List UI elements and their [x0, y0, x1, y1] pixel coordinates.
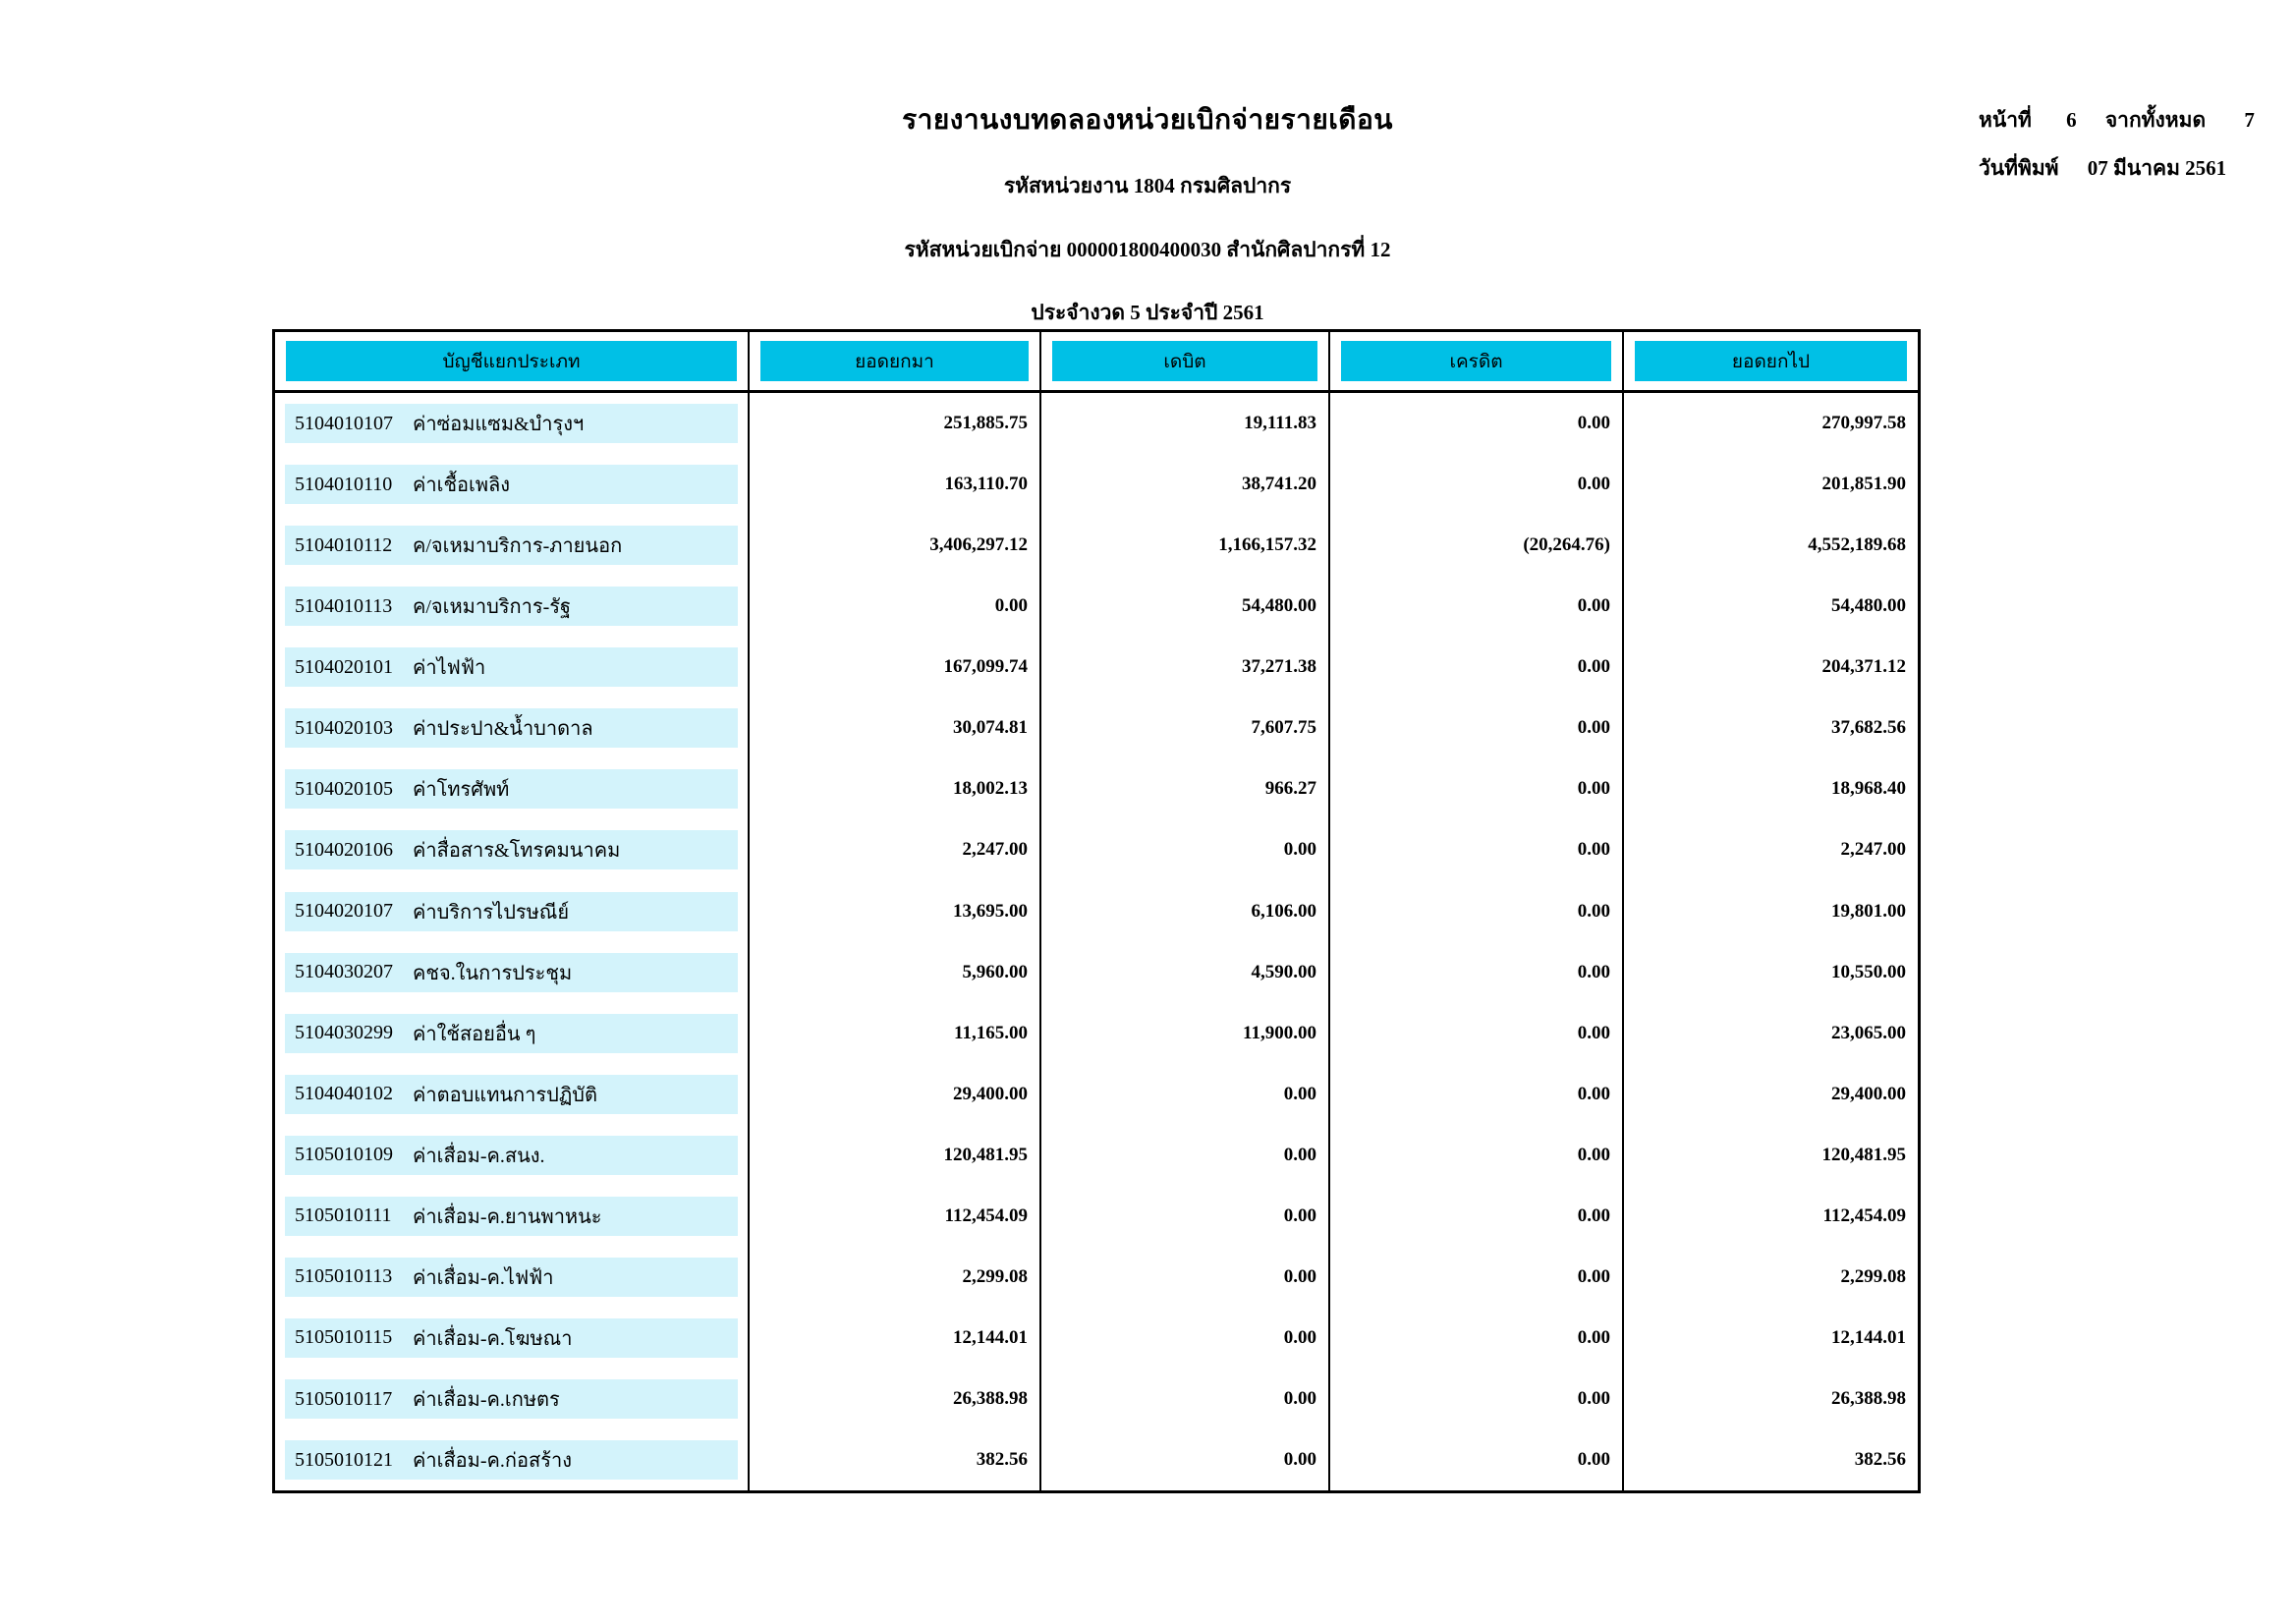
account-highlight-bar — [285, 1197, 738, 1236]
table-row — [275, 758, 1918, 819]
amount-credit: 0.00 — [1330, 1369, 1624, 1429]
column-header-carry-forward-out — [1624, 332, 1918, 390]
table-row — [275, 637, 1918, 698]
amount-credit: 0.00 — [1330, 1247, 1624, 1308]
table-body — [275, 393, 1918, 1490]
amount-carry-forward-in: 382.56 — [750, 1429, 1041, 1490]
account-cell — [275, 1125, 750, 1186]
column-header-carry-forward-in — [750, 332, 1041, 390]
account-code: 5105010117 — [295, 1387, 393, 1410]
account-highlight-bar — [285, 892, 738, 931]
table-row — [275, 942, 1918, 1003]
account-code: 5104010112 — [295, 533, 393, 556]
amount-credit: 0.00 — [1330, 1125, 1624, 1186]
account-cell — [275, 1429, 750, 1490]
amount-credit: 0.00 — [1330, 576, 1624, 637]
amount-debit: 37,271.38 — [1041, 637, 1330, 698]
amount-debit: 966.27 — [1041, 758, 1330, 819]
page-info — [1979, 104, 2255, 200]
account-highlight-bar — [285, 769, 738, 809]
amount-debit: 0.00 — [1041, 1064, 1330, 1125]
account-code: 5105010111 — [295, 1204, 392, 1227]
table-row — [275, 881, 1918, 942]
amount-carry-forward-out: 54,480.00 — [1831, 595, 1906, 617]
table-row — [275, 576, 1918, 637]
table-row — [275, 1064, 1918, 1125]
amount-carry-forward-out: 112,454.09 — [1822, 1204, 1906, 1226]
amount-carry-forward-out: 10,550.00 — [1831, 961, 1906, 982]
table-row — [275, 1003, 1918, 1064]
ledger-table — [272, 329, 1921, 1493]
table-row — [275, 1429, 1918, 1490]
column-header-credit — [1330, 332, 1624, 390]
amount-credit: 0.00 — [1330, 1186, 1624, 1247]
table-header-row — [275, 332, 1918, 393]
account-name: ค่าสื่อสาร&โทรคมนาคม — [413, 840, 621, 863]
account-highlight-bar — [285, 526, 738, 565]
account-cell — [275, 1247, 750, 1308]
account-highlight-bar — [285, 830, 738, 869]
amount-credit: 0.00 — [1330, 393, 1624, 454]
amount-debit: 0.00 — [1041, 1369, 1330, 1429]
account-cell — [275, 637, 750, 698]
amount-carry-forward-in: 30,074.81 — [750, 698, 1041, 758]
account-highlight-bar — [285, 465, 738, 504]
amount-carry-forward-in: 5,960.00 — [750, 942, 1041, 1003]
amount-carry-forward-in: 112,454.09 — [750, 1186, 1041, 1247]
account-code: 5104040102 — [295, 1083, 393, 1105]
amount-credit: 0.00 — [1330, 637, 1624, 698]
page-number: 6 — [2066, 108, 2077, 132]
amount-carry-forward-out: 204,371.12 — [1821, 656, 1906, 678]
account-cell — [275, 393, 750, 454]
amount-carry-forward-out: 26,388.98 — [1831, 1388, 1906, 1410]
account-highlight-bar — [285, 1440, 738, 1480]
amount-carry-forward-in: 3,406,297.12 — [750, 515, 1041, 576]
account-code: 5104020106 — [295, 838, 393, 861]
amount-credit: 0.00 — [1330, 942, 1624, 1003]
amount-credit: 0.00 — [1330, 1429, 1624, 1490]
amount-debit: 6,106.00 — [1041, 881, 1330, 942]
amount-carry-forward-in: 163,110.70 — [750, 454, 1041, 515]
amount-credit: 0.00 — [1330, 1064, 1624, 1125]
account-highlight-bar — [285, 708, 738, 748]
amount-carry-forward-out: 2,299.08 — [1840, 1265, 1906, 1287]
account-cell — [275, 1003, 750, 1064]
amount-credit: 0.00 — [1330, 1003, 1624, 1064]
column-header-debit-label: เดบิต — [1052, 341, 1317, 381]
agency-code-line: รหัสหน่วยงาน 1804 กรมศิลปากร — [1003, 174, 1292, 197]
amount-carry-forward-out: 23,065.00 — [1831, 1022, 1906, 1043]
account-code: 5105010115 — [295, 1326, 393, 1349]
amount-credit: 0.00 — [1330, 454, 1624, 515]
column-header-credit-label: เครดิต — [1341, 341, 1611, 381]
amount-debit: 1,166,157.32 — [1041, 515, 1330, 576]
account-cell — [275, 454, 750, 515]
account-cell — [275, 698, 750, 758]
account-cell — [275, 1064, 750, 1125]
amount-carry-forward-in: 11,165.00 — [750, 1003, 1041, 1064]
account-code: 5104020101 — [295, 655, 393, 678]
table-row — [275, 1308, 1918, 1369]
amount-credit: (20,264.76) — [1330, 515, 1624, 576]
account-name: ค/จเหมาบริการ-รัฐ — [413, 596, 572, 619]
amount-debit: 38,741.20 — [1041, 454, 1330, 515]
amount-carry-forward-out: 120,481.95 — [1821, 1144, 1906, 1165]
amount-credit: 0.00 — [1330, 1308, 1624, 1369]
amount-debit: 54,480.00 — [1041, 576, 1330, 637]
total-pages-label: จากทั้งหมด — [2104, 108, 2207, 132]
document-header — [0, 98, 2295, 329]
account-cell — [275, 942, 750, 1003]
account-code: 5104020107 — [295, 900, 393, 923]
amount-carry-forward-in: 167,099.74 — [750, 637, 1041, 698]
account-cell — [275, 1186, 750, 1247]
account-name: ค่าโทรศัพท์ — [413, 779, 510, 802]
amount-carry-forward-out: 19,801.00 — [1831, 900, 1906, 922]
amount-debit: 0.00 — [1041, 1429, 1330, 1490]
account-name: ค่าไฟฟ้า — [413, 657, 486, 680]
print-date-line — [1979, 152, 2255, 185]
table-row — [275, 1369, 1918, 1429]
account-highlight-bar — [285, 1379, 738, 1419]
total-pages: 7 — [2244, 108, 2255, 132]
amount-debit: 0.00 — [1041, 1247, 1330, 1308]
account-highlight-bar — [285, 587, 738, 626]
account-cell — [275, 1308, 750, 1369]
account-cell — [275, 881, 750, 942]
amount-carry-forward-in: 251,885.75 — [750, 393, 1041, 454]
amount-carry-forward-in: 12,144.01 — [750, 1308, 1041, 1369]
account-name: ค่าตอบแทนการปฏิบัติ — [413, 1084, 597, 1106]
amount-carry-forward-out: 4,552,189.68 — [1808, 534, 1906, 556]
table-row — [275, 393, 1918, 454]
disbursing-unit-line: รหัสหน่วยเบิกจ่าย 000001800400030 สำนักศิลปากรที่ 12 — [904, 238, 1391, 261]
account-code: 5105010113 — [295, 1265, 393, 1288]
table-row — [275, 698, 1918, 758]
amount-carry-forward-out: 201,851.90 — [1821, 474, 1906, 495]
account-highlight-bar — [285, 1075, 738, 1114]
amount-carry-forward-in: 2,247.00 — [750, 819, 1041, 880]
amount-carry-forward-in: 120,481.95 — [750, 1125, 1041, 1186]
account-code: 5104010113 — [295, 594, 393, 617]
account-name: ค่าซ่อมแซม&บำรุงฯ — [413, 414, 585, 436]
table-row — [275, 1247, 1918, 1308]
account-code: 5105010109 — [295, 1144, 393, 1166]
amount-carry-forward-out: 18,968.40 — [1831, 778, 1906, 800]
report-title: รายงานงบทดลองหน่วยเบิกจ่ายรายเดือน — [902, 105, 1393, 136]
amount-carry-forward-in: 29,400.00 — [750, 1064, 1041, 1125]
table-row — [275, 1186, 1918, 1247]
column-header-carry-forward-out-label: ยอดยกไป — [1635, 341, 1907, 381]
account-name: ค่าเสื่อม-ค.ไฟฟ้า — [413, 1266, 554, 1289]
print-date-label: วันที่พิมพ์ — [1979, 156, 2059, 180]
account-highlight-bar — [285, 1014, 738, 1053]
column-header-carry-forward-in-label: ยอดยกมา — [760, 341, 1029, 381]
table-row — [275, 819, 1918, 880]
amount-debit: 0.00 — [1041, 819, 1330, 880]
account-code: 5104020105 — [295, 777, 393, 800]
page-number-line — [1979, 104, 2255, 137]
account-name: ค่าประปา&น้ำบาดาล — [413, 718, 593, 741]
amount-debit: 7,607.75 — [1041, 698, 1330, 758]
amount-carry-forward-in: 13,695.00 — [750, 881, 1041, 942]
account-name: ค่าเชื้อเพลิง — [413, 475, 511, 497]
amount-debit: 4,590.00 — [1041, 942, 1330, 1003]
amount-debit: 19,111.83 — [1041, 393, 1330, 454]
account-name: ค/จเหมาบริการ-ภายนอก — [413, 535, 623, 558]
column-header-debit — [1041, 332, 1330, 390]
account-highlight-bar — [285, 404, 738, 443]
account-highlight-bar — [285, 953, 738, 992]
account-code: 5104010110 — [295, 473, 393, 495]
account-code: 5105010121 — [295, 1448, 393, 1471]
account-name: คชจ.ในการประชุม — [413, 962, 573, 984]
account-highlight-bar — [285, 1258, 738, 1297]
amount-carry-forward-out: 270,997.58 — [1821, 413, 1906, 434]
amount-carry-forward-out: 2,247.00 — [1840, 839, 1906, 861]
account-code: 5104020103 — [295, 716, 393, 739]
account-name: ค่าเสื่อม-ค.โฆษณา — [413, 1327, 573, 1350]
amount-carry-forward-in: 18,002.13 — [750, 758, 1041, 819]
amount-carry-forward-in: 26,388.98 — [750, 1369, 1041, 1429]
account-cell — [275, 758, 750, 819]
account-name: ค่าเสื่อม-ค.ยานพาหนะ — [413, 1205, 602, 1228]
account-cell — [275, 515, 750, 576]
amount-carry-forward-out: 37,682.56 — [1831, 717, 1906, 739]
amount-debit: 11,900.00 — [1041, 1003, 1330, 1064]
page-number-label: หน้าที่ — [1979, 108, 2032, 132]
account-code: 5104030207 — [295, 961, 393, 983]
account-cell — [275, 576, 750, 637]
column-header-account — [275, 332, 750, 390]
account-name: ค่าใช้สอยอื่น ๆ — [413, 1023, 536, 1045]
amount-carry-forward-out: 29,400.00 — [1831, 1083, 1906, 1104]
print-date: 07 มีนาคม 2561 — [2087, 156, 2227, 180]
amount-credit: 0.00 — [1330, 698, 1624, 758]
amount-credit: 0.00 — [1330, 819, 1624, 880]
account-highlight-bar — [285, 1136, 738, 1175]
account-name: ค่าบริการไปรษณีย์ — [413, 901, 570, 924]
period-line: ประจำงวด 5 ประจำปี 2561 — [1031, 301, 1264, 324]
amount-debit: 0.00 — [1041, 1308, 1330, 1369]
table-row — [275, 454, 1918, 515]
account-name: ค่าเสื่อม-ค.เกษตร — [413, 1389, 560, 1412]
amount-debit: 0.00 — [1041, 1186, 1330, 1247]
account-code: 5104030299 — [295, 1022, 393, 1044]
account-highlight-bar — [285, 1318, 738, 1358]
column-header-account-label: บัญชีแยกประเภท — [286, 341, 737, 381]
account-name: ค่าเสื่อม-ค.สนง. — [413, 1145, 545, 1167]
amount-carry-forward-out: 382.56 — [1854, 1449, 1906, 1471]
account-name: ค่าเสื่อม-ค.ก่อสร้าง — [413, 1450, 572, 1473]
amount-carry-forward-out: 12,144.01 — [1831, 1326, 1906, 1348]
amount-carry-forward-in: 2,299.08 — [750, 1247, 1041, 1308]
account-highlight-bar — [285, 647, 738, 687]
account-code: 5104010107 — [295, 412, 393, 434]
account-cell — [275, 819, 750, 880]
table-row — [275, 1125, 1918, 1186]
amount-carry-forward-in: 0.00 — [750, 576, 1041, 637]
amount-credit: 0.00 — [1330, 881, 1624, 942]
amount-debit: 0.00 — [1041, 1125, 1330, 1186]
amount-credit: 0.00 — [1330, 758, 1624, 819]
table-row — [275, 515, 1918, 576]
account-cell — [275, 1369, 750, 1429]
